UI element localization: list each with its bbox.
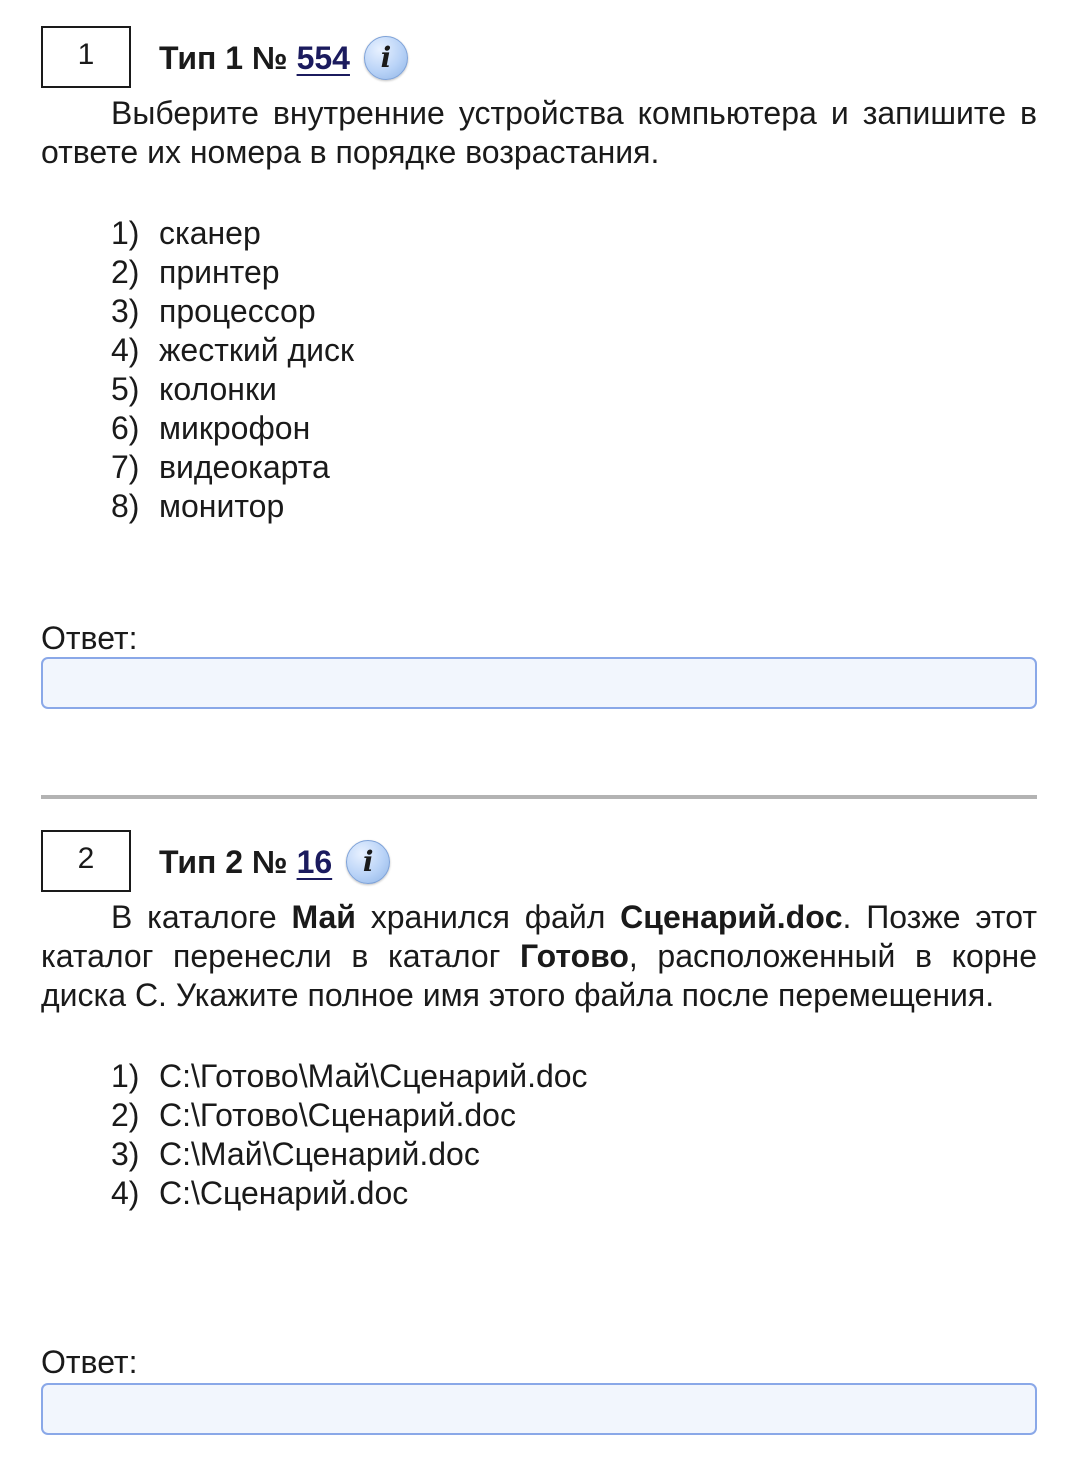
task-2-title xyxy=(159,840,390,884)
list-item xyxy=(111,292,1037,331)
task-2-options xyxy=(41,1057,1037,1213)
text-part: . Позже этот каталог перенесли в каталог xyxy=(41,899,1038,974)
info-icon[interactable]: i xyxy=(346,840,390,884)
option-text: видеокарта xyxy=(159,449,330,485)
option-number: 7) xyxy=(111,449,140,485)
option-text: колонки xyxy=(159,371,277,407)
task-1-id-link[interactable]: 554 xyxy=(296,40,350,76)
list-item xyxy=(111,214,1037,253)
task-1 xyxy=(41,26,1037,656)
option-text: процессор xyxy=(159,293,316,329)
text-part: хранился файл xyxy=(355,899,621,935)
list-item xyxy=(111,409,1037,448)
option-text: С:\Готово\Май\Сценарий.doc xyxy=(159,1058,588,1094)
option-text: С:\Готово\Сценарий.doc xyxy=(159,1097,516,1133)
task-1-answer-input[interactable] xyxy=(41,657,1037,709)
task-2-type-label: Тип 2 № xyxy=(159,844,288,880)
option-number: 2) xyxy=(111,1097,140,1133)
task-1-text: Выберите внутренние устройства компьютера и запишите в ответе их номера в порядке возрастания. xyxy=(41,95,1037,170)
text-part: , расположенный в корне диска С. Укажите полное имя этого файла после перемещения. xyxy=(41,938,1037,1013)
task-2-answer-label: Ответ: xyxy=(41,1344,138,1380)
list-item xyxy=(111,370,1037,409)
task-1-header xyxy=(41,26,1037,86)
option-number: 6) xyxy=(111,410,140,446)
option-number: 3) xyxy=(111,293,140,329)
list-item xyxy=(111,448,1037,487)
text-bold-folder: Май xyxy=(291,899,356,935)
task-1-number-box: 1 xyxy=(41,26,131,88)
list-item xyxy=(111,1057,1037,1096)
task-2-number-box: 2 xyxy=(41,830,131,892)
task-2-id-link[interactable]: 16 xyxy=(296,844,333,880)
task-2-header xyxy=(41,830,1037,890)
option-text: микрофон xyxy=(159,410,311,446)
option-text: С:\Сценарий.doc xyxy=(159,1175,409,1211)
option-text: монитор xyxy=(159,488,285,524)
option-number: 2) xyxy=(111,254,140,290)
task-1-title xyxy=(159,36,408,80)
option-text: сканер xyxy=(159,215,261,251)
text-bold-file: Сценарий.doc xyxy=(620,899,843,935)
option-text: принтер xyxy=(159,254,280,290)
option-text: жесткий диск xyxy=(159,332,355,368)
task-2 xyxy=(41,830,1038,1380)
text-part: В каталоге xyxy=(111,899,292,935)
list-item xyxy=(111,1096,1037,1135)
list-item xyxy=(111,253,1037,292)
option-number: 1) xyxy=(111,215,140,251)
option-number: 5) xyxy=(111,371,140,407)
option-number: 8) xyxy=(111,488,140,524)
task-1-answer-label: Ответ: xyxy=(41,620,138,656)
task-2-text xyxy=(41,898,1037,1015)
text-bold-folder: Готово xyxy=(520,938,629,974)
option-text: С:\Май\Сценарий.doc xyxy=(159,1136,480,1172)
list-item xyxy=(111,1135,1037,1174)
option-number: 1) xyxy=(111,1058,140,1094)
list-item xyxy=(111,331,1037,370)
option-number: 4) xyxy=(111,1175,140,1211)
task-2-answer-input[interactable] xyxy=(41,1383,1037,1435)
list-item xyxy=(111,1174,1037,1213)
option-number: 3) xyxy=(111,1136,140,1172)
task-1-type-label: Тип 1 № xyxy=(159,40,288,76)
task-1-options xyxy=(41,214,1037,526)
info-icon[interactable]: i xyxy=(364,36,408,80)
list-item xyxy=(111,487,1037,526)
option-number: 4) xyxy=(111,332,140,368)
task-separator xyxy=(41,795,1037,799)
